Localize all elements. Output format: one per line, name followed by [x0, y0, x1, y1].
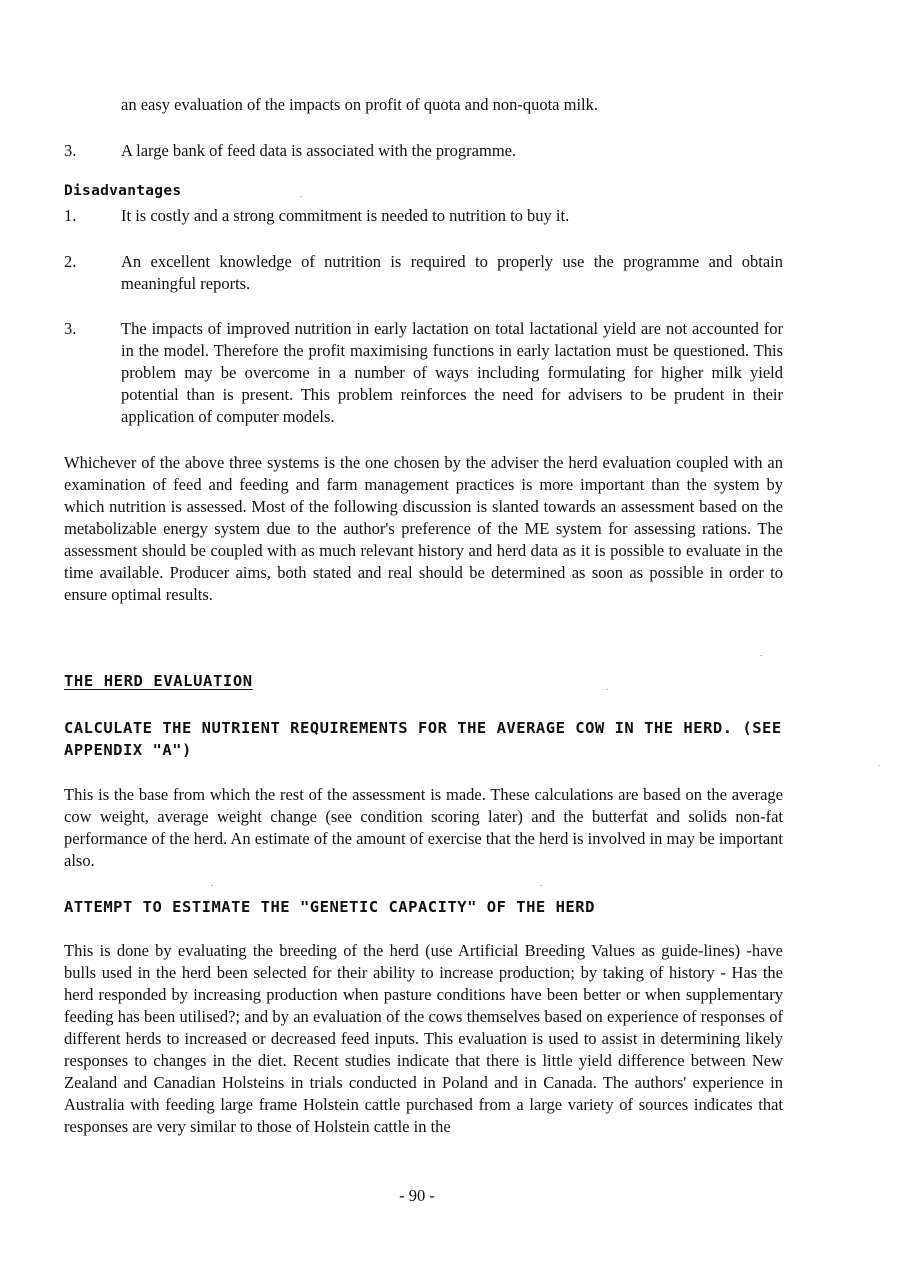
item-number: 1. — [64, 206, 77, 225]
item-number: 3. — [64, 319, 77, 338]
subsection-body-genetic-capacity: This is done by evaluating the breeding of the herd (use Artificial Breeding Values as guide-lines) -have bulls used in the herd been selected for their ability to increase production; by taking of history - Has the herd responded by increasing production when pasture conditions have been better or when supplementary feeding has been utilised?; and by an evaluation of the cows themselves based on experience of responses of different herds to increased or decreased feed inputs. This evaluation is used to assist in determining likely responses to changes in the diet. Recent studies indicate that there is little yield difference between New Zealand and Canadian Holsteins in trials conducted in Poland and in Canada. The authors' experience in Australia with feeding large frame Holstein cattle purchased from a large variety of sources indicates that responses are very similar to those of Holstein cattle in the — [64, 941, 783, 1136]
disadvantages-heading: Disadvantages — [64, 183, 182, 199]
scan-speck — [540, 885, 542, 886]
subsection-heading-genetic-capacity: ATTEMPT TO ESTIMATE THE "GENETIC CAPACITY" OF THE HERD — [64, 898, 595, 916]
section-title: THE HERD EVALUATION — [64, 672, 253, 690]
intro-paragraph: Whichever of the above three systems is the one chosen by the adviser the herd evaluation coupled with an examination of feed and feeding and farm management practices is more important than the system by which nutrition is assessed. Most of the following discussion is slanted towards an assessment based on the metabolizable energy system due to the author's preference of the ME system for assessing rations. The assessment should be coupled with as much relevant history and herd data as it is possible to evaluate in the time available. Producer aims, both stated and real should be determined as soon as possible in order to ensure optimal results. — [64, 453, 783, 604]
item-text: The impacts of improved nutrition in early lactation on total lactational yield are not accounted for in the model. Therefore the profit maximising functions in early lactation must be questioned. This problem may be overcome in a number of ways including formulating for higher milk yield potential than is present. This problem reinforces the need for advisers to be prudent in their application of computer models. — [121, 319, 783, 426]
item-text: It is costly and a strong commitment is needed to nutrition to buy it. — [121, 206, 570, 225]
item-number: 3. — [64, 141, 77, 160]
page-number: - 90 - — [399, 1186, 435, 1205]
scan-speck — [300, 196, 302, 197]
scan-speck — [878, 765, 880, 766]
subsection-heading-nutrient-requirements: CALCULATE THE NUTRIENT REQUIREMENTS FOR THE AVERAGE COW IN THE HERD. (SEE APPENDIX "A") — [64, 719, 782, 759]
scan-speck — [606, 689, 608, 690]
scan-speck — [211, 885, 213, 886]
item-text: An excellent knowledge of nutrition is required to properly use the programme and obtain meaningful reports. — [121, 252, 783, 293]
item-number: 2. — [64, 252, 77, 271]
subsection-body-nutrient-requirements: This is the base from which the rest of the assessment is made. These calculations are based on the average cow weight, average weight change (see condition scoring later) and the butterfat and solids non-fat performance of the herd. An estimate of the amount of exercise that the herd is involved in may be important also. — [64, 785, 783, 870]
item-text: A large bank of feed data is associated with the programme. — [121, 141, 517, 160]
continuation-line: an easy evaluation of the impacts on profit of quota and non-quota milk. — [121, 95, 599, 114]
scan-speck — [760, 655, 762, 656]
